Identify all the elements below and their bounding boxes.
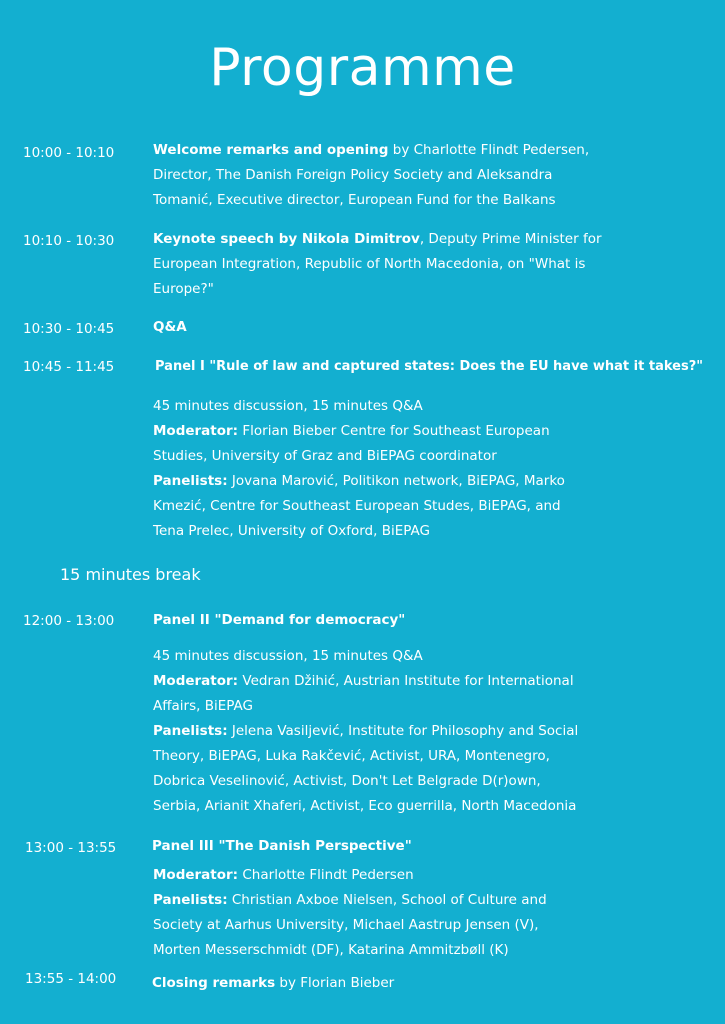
panel-details <box>153 863 623 963</box>
entry-line: Panel II "Demand for democracy" <box>153 612 406 628</box>
entry-line: 45 minutes discussion, 15 minutes Q&A <box>153 398 423 414</box>
panel-details <box>153 394 623 544</box>
entry-line: Panelists: Jelena Vasiljević, Institute for Philosophy and Social <box>153 723 579 739</box>
entry-line: Tena Prelec, University of Oxford, BiEPAG <box>153 523 430 539</box>
entry-line: Studies, University of Graz and BiEPAG coordinator <box>153 448 497 464</box>
entry-line: Panel III "The Danish Perspective" <box>152 838 412 854</box>
page-title: Programme <box>209 38 516 98</box>
entry-line: Director, The Danish Foreign Policy Society and Aleksandra <box>153 167 553 183</box>
entry-line: Closing remarks by Florian Bieber <box>152 975 395 991</box>
schedule-entry <box>153 138 623 213</box>
entry-line: Europe?" <box>153 281 214 297</box>
entry-line: Dobrica Veselinović, Activist, Don't Let Belgrade D(r)own, <box>153 773 541 789</box>
schedule-time: 10:10 - 10:30 <box>23 233 115 249</box>
entry-line: Tomanić, Executive director, European Fund for the Balkans <box>153 192 556 208</box>
entry-line: European Integration, Republic of North Macedonia, on "What is <box>153 256 586 272</box>
entry-line: Keynote speech by Nikola Dimitrov, Deputy Prime Minister for <box>153 231 602 247</box>
schedule-time: 13:00 - 13:55 <box>25 840 117 856</box>
entry-line: Moderator: Vedran Džihić, Austrian Institute for International <box>153 673 574 689</box>
entry-line: Welcome remarks and opening by Charlotte Flindt Pedersen, <box>153 142 590 158</box>
panel-heading <box>152 834 622 859</box>
entry-line: Moderator: Charlotte Flindt Pedersen <box>153 867 414 883</box>
panel-details <box>153 644 623 819</box>
break-label: 15 minutes break <box>60 565 201 584</box>
entry-line: Society at Aarhus University, Michael Aastrup Jensen (V), <box>153 917 539 933</box>
schedule-entry <box>153 315 623 340</box>
entry-line: Q&A <box>153 319 187 335</box>
entry-line: Theory, BiEPAG, Luka Rakčević, Activist, URA, Montenegro, <box>153 748 550 764</box>
schedule-time: 10:00 - 10:10 <box>23 145 115 161</box>
entry-line: Moderator: Florian Bieber Centre for Southeast European <box>153 423 550 439</box>
schedule-entry <box>152 971 622 996</box>
panel-heading <box>153 608 623 633</box>
entry-line: Morten Messerschmidt (DF), Katarina Ammitzbøll (K) <box>153 942 509 958</box>
entry-line: Affairs, BiEPAG <box>153 698 254 714</box>
entry-line: 45 minutes discussion, 15 minutes Q&A <box>153 648 423 664</box>
entry-line: Panel I "Rule of law and captured states: Does the EU have what it takes?" <box>155 359 704 374</box>
panel-heading <box>155 354 704 379</box>
entry-line: Panelists: Christian Axboe Nielsen, School of Culture and <box>153 892 547 908</box>
entry-line: Kmezić, Centre for Southeast European Studes, BiEPAG, and <box>153 498 561 514</box>
schedule-entry <box>153 227 623 302</box>
entry-line: Serbia, Arianit Xhaferi, Activist, Eco guerrilla, North Macedonia <box>153 798 577 814</box>
schedule-time: 12:00 - 13:00 <box>23 613 115 629</box>
schedule-time: 10:45 - 11:45 <box>23 359 115 375</box>
schedule-time: 10:30 - 10:45 <box>23 321 115 337</box>
entry-line: Panelists: Jovana Marović, Politikon network, BiEPAG, Marko <box>153 473 565 489</box>
schedule-time: 13:55 - 14:00 <box>25 971 117 987</box>
